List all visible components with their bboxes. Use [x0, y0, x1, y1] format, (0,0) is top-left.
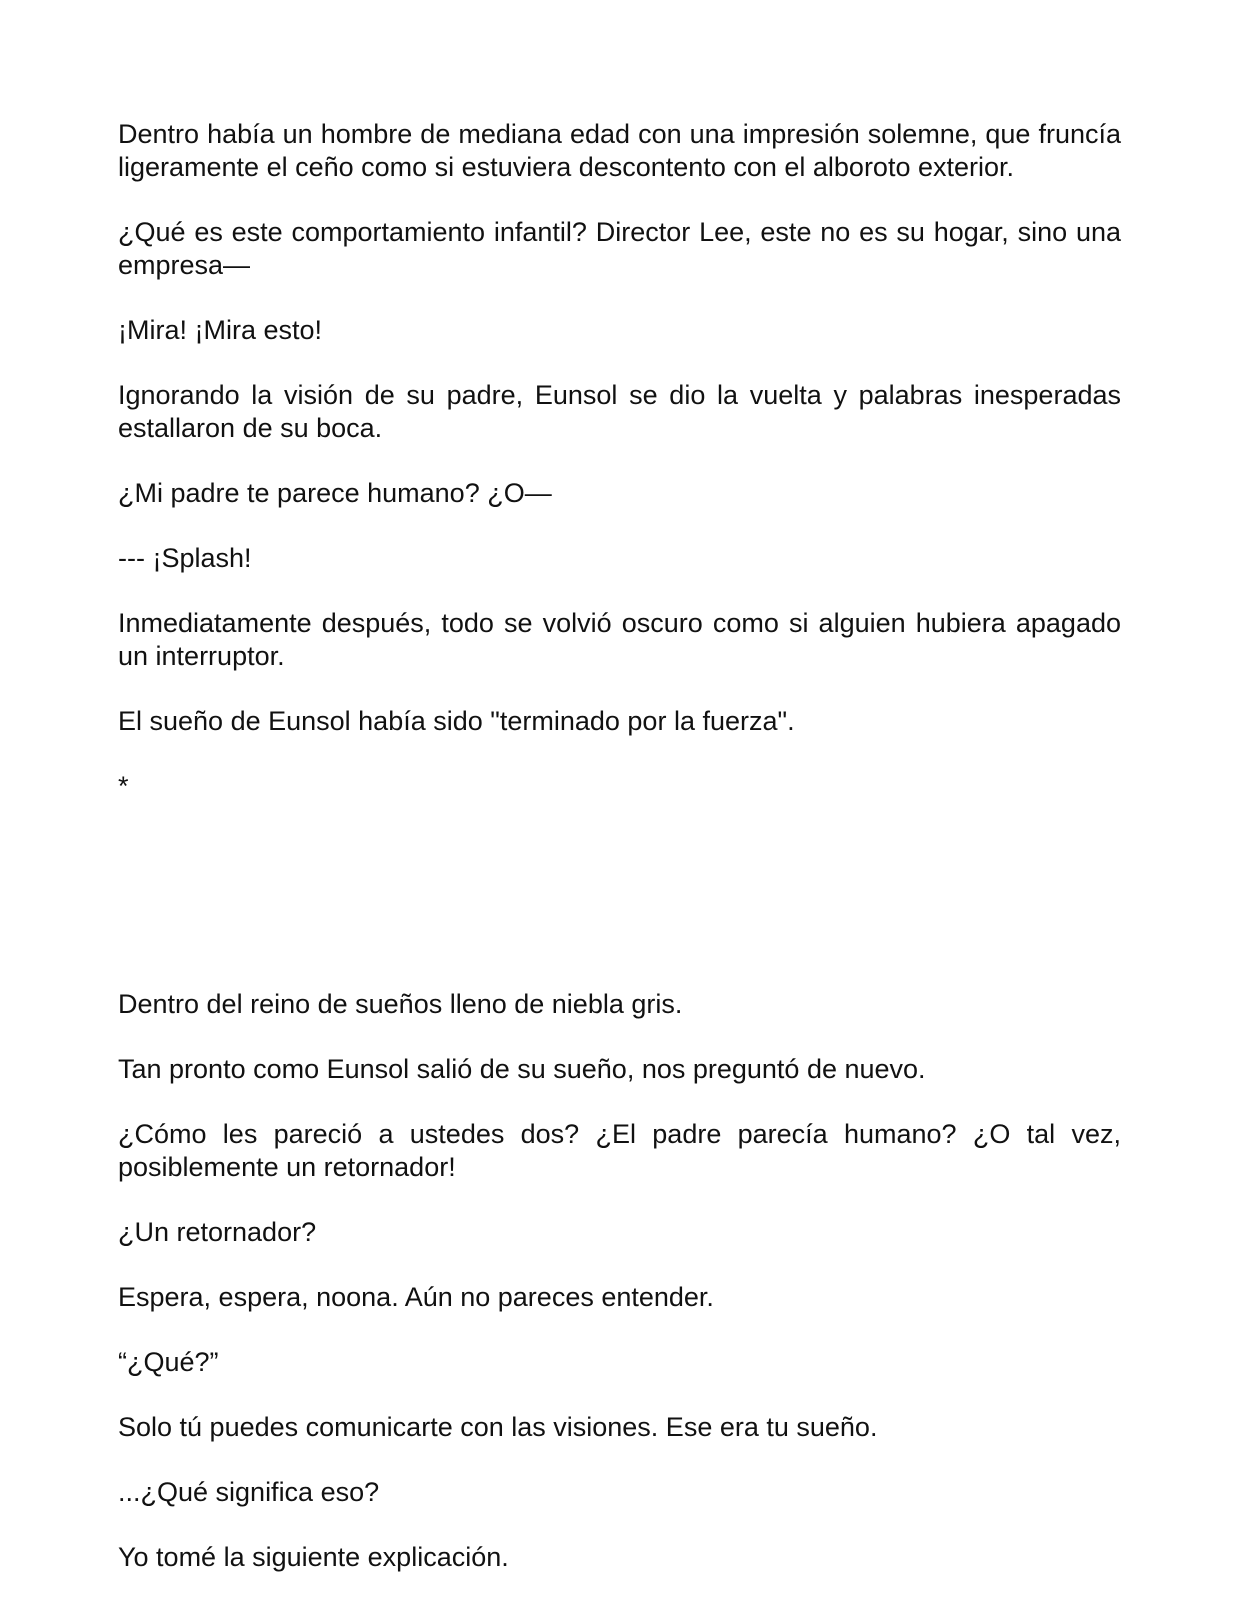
- paragraph-splash: --- ¡Splash!: [118, 543, 252, 573]
- scene-break-asterisk: *: [118, 771, 129, 801]
- paragraph-how-did-it-seem: ¿Cómo les pareció a ustedes dos? ¿El padre parecía humano? ¿O tal vez, posiblemente un retornador!: [118, 1119, 1121, 1182]
- paragraph-look-at-this: ¡Mira! ¡Mira esto!: [118, 315, 323, 345]
- paragraph-dream-terminated: El sueño de Eunsol había sido "terminado por la fuerza".: [118, 706, 795, 736]
- section-gap: [118, 835, 1121, 988]
- paragraph-a-returner: ¿Un retornador?: [118, 1217, 317, 1247]
- paragraph-asked-again: Tan pronto como Eunsol salió de su sueño, nos preguntó de nuevo.: [118, 1054, 926, 1084]
- paragraph-what-does-it-mean: ...¿Qué significa eso?: [118, 1477, 380, 1507]
- document-text-body: [118, 118, 1121, 1606]
- paragraph-wait-noona: Espera, espera, noona. Aún no pareces entender.: [118, 1282, 714, 1312]
- paragraph-dream-realm: Dentro del reino de sueños lleno de niebla gris.: [118, 989, 683, 1019]
- paragraph-middle-aged-man: Dentro había un hombre de mediana edad con una impresión solemne, que fruncía ligeramente el ceño como si estuviera descontento con el alboroto exterior.: [118, 119, 1121, 182]
- paragraph-childish-behavior: ¿Qué es este comportamiento infantil? Director Lee, este no es su hogar, sino una empresa—: [118, 217, 1121, 280]
- paragraph-father-human: ¿Mi padre te parece humano? ¿O—: [118, 478, 552, 508]
- paragraph-only-you: Solo tú puedes comunicarte con las visiones. Ese era tu sueño.: [118, 1412, 878, 1442]
- paragraph-what: “¿Qué?”: [118, 1347, 219, 1377]
- paragraph-ignoring-vision: Ignorando la visión de su padre, Eunsol se dio la vuelta y palabras inesperadas estallaron de su boca.: [118, 380, 1121, 443]
- paragraph-went-dark: Inmediatamente después, todo se volvió oscuro como si alguien hubiera apagado un interruptor.: [118, 608, 1121, 671]
- paragraph-explanation: Yo tomé la siguiente explicación.: [118, 1542, 509, 1572]
